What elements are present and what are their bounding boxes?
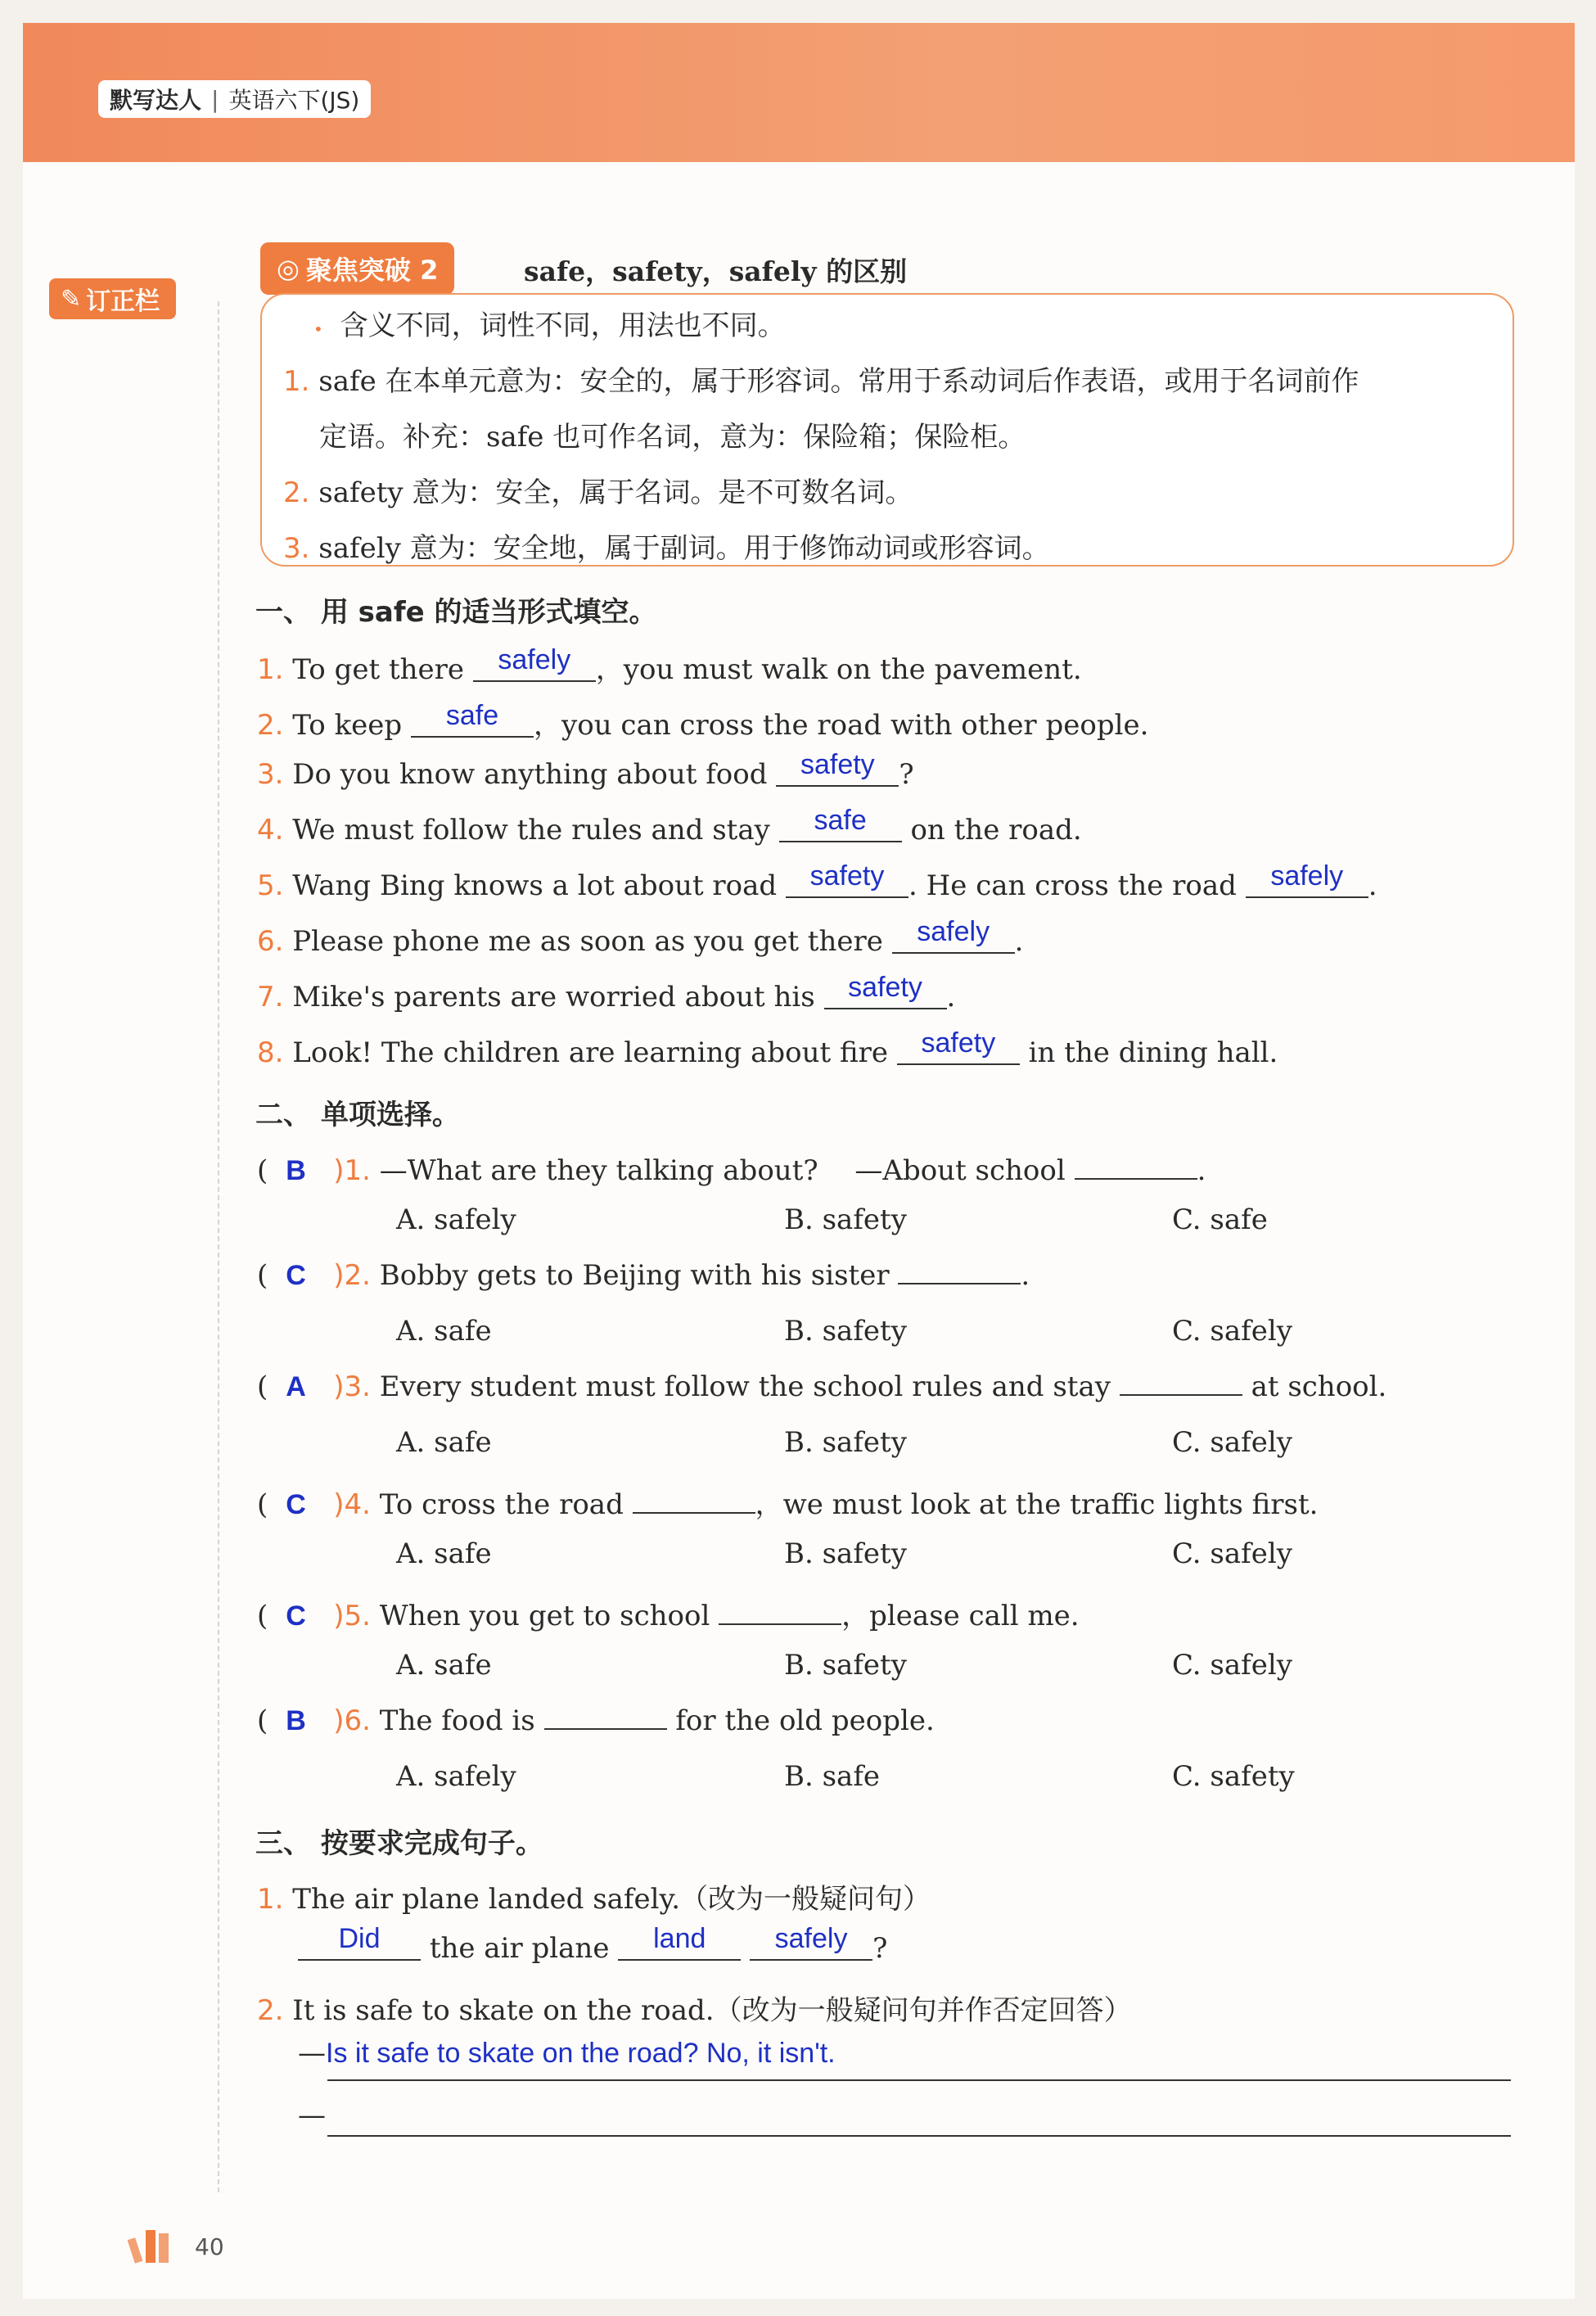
fill-question — [257, 916, 1024, 964]
answer-blank: safety — [824, 973, 947, 1009]
q-text: Look! The children are learning about fire — [292, 1036, 889, 1069]
q-text: ，please call me. — [841, 1600, 1080, 1632]
fill-question — [257, 805, 1082, 852]
q-text: on the road. — [910, 814, 1082, 846]
focus-badge — [260, 242, 454, 295]
q-text: The air plane landed safely.（改为一般疑问句） — [292, 1883, 931, 1916]
q-num: )3. — [333, 1370, 371, 1403]
note-text: 定语。补充：safe 也可作名词，意为：保险箱；保险柜。 — [319, 421, 1026, 454]
q-text: in the dining hall. — [1028, 1036, 1278, 1069]
note-item — [283, 526, 1050, 566]
q-text: for the old people. — [675, 1704, 935, 1737]
q-text: . — [1368, 869, 1377, 902]
option-c: C. safely — [1172, 1537, 1292, 1570]
q-text: Mike's parents are worried about his — [292, 981, 815, 1014]
rewrite-answer — [298, 1923, 888, 1971]
q-num: )4. — [333, 1488, 371, 1521]
option-a: A. safe — [396, 1426, 492, 1459]
q-text: Bobby gets to Beijing with his sister — [379, 1259, 890, 1292]
option-c: C. safely — [1172, 1649, 1292, 1682]
q-text: ，you must walk on the pavement. — [595, 653, 1082, 686]
note-item — [283, 359, 1359, 399]
q-num: 8. — [257, 1036, 284, 1069]
q-num: 4. — [257, 814, 284, 846]
correction-divider — [218, 301, 221, 2192]
note-text: safe 在本单元意为：安全的，属于形容词。常用于系动词后作表语，或用于名词前作 — [318, 365, 1359, 398]
option-b: B. safety — [784, 1649, 907, 1682]
dash: — — [298, 2099, 326, 2132]
option-b: B. safety — [784, 1537, 907, 1570]
choice-answer: B — [286, 1155, 306, 1186]
q-num: 2. — [257, 709, 284, 742]
option-a: A. safe — [396, 1315, 492, 1348]
q-text: ? — [872, 1932, 888, 1965]
answer-blank: safety — [776, 751, 899, 787]
note-text: safely 意为：安全地，属于副词。用于修饰动词或形容词。 — [318, 532, 1050, 565]
q-num: 5. — [257, 869, 284, 902]
note-num: 1. — [283, 365, 310, 398]
note-item — [283, 470, 913, 510]
q-num: 1. — [257, 1883, 284, 1916]
q-text: To keep — [292, 709, 403, 742]
rewrite-question — [257, 1876, 931, 1916]
q-text: To cross the road — [379, 1488, 624, 1521]
header-tag — [98, 80, 371, 118]
choice-answer: C — [286, 1489, 306, 1520]
fill-question — [257, 860, 1377, 908]
choice-question: ( B )1. —What are they talking about? —About school . — [257, 1154, 1206, 1187]
option-c: C. safety — [1172, 1760, 1295, 1793]
book-series-title: 默写达人 — [110, 87, 202, 114]
pencil-icon: ✎ — [61, 284, 82, 314]
option-b: B. safety — [784, 1315, 907, 1348]
blank-line — [544, 1727, 667, 1730]
option-c: C. safely — [1172, 1426, 1292, 1459]
q-text: . — [946, 981, 956, 1014]
note-text: safety 意为：安全，属于名词。是不可数名词。 — [318, 476, 913, 509]
focus-badge-label: 聚焦突破 2 — [305, 255, 439, 286]
q-text: . — [1014, 925, 1024, 958]
page-header — [23, 23, 1575, 162]
option-c: C. safely — [1172, 1315, 1292, 1348]
answer-blank: Did — [298, 1925, 421, 1961]
section2-title: 二、 单项选择。 — [255, 1099, 460, 1131]
written-answer: Is it safe to skate on the road? No, it isn't. — [326, 2038, 836, 2069]
blank-line — [719, 1622, 841, 1625]
workbook-page — [23, 23, 1575, 2299]
q-num: )6. — [333, 1704, 371, 1737]
option-a: A. safely — [396, 1760, 516, 1793]
choice-question: ( C )2. Bobby gets to Beijing with his sister . — [257, 1259, 1030, 1292]
q-text: . He can cross the road — [908, 869, 1237, 902]
note-intro — [313, 303, 786, 343]
section3-title: 三、 按要求完成句子。 — [255, 1827, 543, 1860]
answer-blank: safely — [750, 1925, 872, 1961]
choice-answer: A — [286, 1371, 306, 1402]
correction-column-tag — [49, 278, 176, 319]
q-text: ，we must look at the traffic lights first. — [755, 1488, 1319, 1521]
note-num: 3. — [283, 532, 310, 565]
header-separator: | — [211, 85, 219, 113]
option-a: A. safely — [396, 1203, 516, 1236]
fill-question — [257, 749, 914, 797]
choice-answer: B — [286, 1705, 306, 1736]
q-text: Please phone me as soon as you get there — [292, 925, 883, 958]
q-text: Every student must follow the school rules and stay — [379, 1370, 1111, 1403]
answer-blank: safe — [779, 806, 902, 842]
option-a: A. safe — [396, 1537, 492, 1570]
choice-question: ( B )6. The food is for the old people. — [257, 1704, 935, 1737]
q-num: 1. — [257, 653, 284, 686]
q-text: To get there — [292, 653, 464, 686]
answer-blank: safely — [1246, 862, 1368, 898]
q-text: the air plane — [429, 1932, 610, 1965]
q-num: 6. — [257, 925, 284, 958]
blank-line — [1120, 1393, 1242, 1396]
page-number: 40 — [195, 2233, 224, 2260]
q-num: 2. — [257, 1994, 284, 2027]
answer-line — [327, 2135, 1511, 2137]
choice-question: ( C )4. To cross the road ，we must look at the traffic lights first. — [257, 1488, 1319, 1521]
note-intro-text: 含义不同，词性不同，用法也不同。 — [340, 309, 786, 342]
blank-line — [1075, 1176, 1197, 1180]
q-text: . — [1197, 1154, 1206, 1187]
fill-question — [257, 702, 1148, 747]
choice-answer: C — [286, 1260, 306, 1291]
q-num: 7. — [257, 981, 284, 1014]
q-text: . — [1021, 1259, 1030, 1292]
choice-answer: C — [286, 1600, 306, 1632]
q-num: )2. — [333, 1259, 371, 1292]
q-num: 3. — [257, 758, 284, 791]
books-icon — [128, 2227, 177, 2264]
fill-question — [257, 972, 956, 1019]
answer-blank: safety — [786, 862, 908, 898]
blank-line — [898, 1281, 1021, 1284]
note-item — [319, 414, 1026, 454]
section1-title: 一、 用 safe 的适当形式填空。 — [255, 596, 657, 629]
q-text: —What are they talking about? —About school — [379, 1154, 1066, 1187]
q-text: The food is — [379, 1704, 535, 1737]
book-subject: 英语六下(JS) — [228, 87, 360, 114]
q-text: When you get to school — [379, 1600, 710, 1632]
option-b: B. safe — [784, 1760, 881, 1793]
note-num: 2. — [283, 476, 310, 509]
option-c: C. safe — [1172, 1203, 1268, 1236]
option-a: A. safe — [396, 1649, 492, 1682]
fill-question — [257, 644, 1082, 692]
q-text: We must follow the rules and stay — [292, 814, 770, 846]
q-num: )1. — [333, 1154, 371, 1187]
answer-blank: safety — [897, 1029, 1020, 1065]
q-num: )5. — [333, 1600, 371, 1632]
answer-line — [327, 2079, 1511, 2081]
choice-question: ( A )3. Every student must follow the school rules and stay at school. — [257, 1370, 1387, 1403]
answer-blank: safe — [411, 702, 534, 738]
answer-blank: safely — [473, 646, 596, 682]
target-icon: ◎ — [277, 253, 300, 284]
fill-question — [257, 1027, 1278, 1075]
answer-blank: safely — [892, 918, 1015, 954]
dash: — — [298, 2037, 326, 2070]
q-text: It is safe to skate on the road.（改为一般疑问句并作否定回答） — [292, 1994, 1132, 2027]
option-b: B. safety — [784, 1426, 907, 1459]
q-text: ? — [899, 758, 914, 791]
q-text: at school. — [1251, 1370, 1387, 1403]
choice-question: ( C )5. When you get to school ，please call me. — [257, 1600, 1080, 1632]
correction-column-label: 订正栏 — [86, 287, 160, 316]
answer-blank: land — [618, 1925, 741, 1961]
q-text: ，you can cross the road with other people. — [534, 709, 1149, 742]
rewrite-answer — [298, 2037, 836, 2070]
blank-line — [633, 1510, 755, 1514]
rewrite-question — [257, 1988, 1132, 2028]
q-text: Do you know anything about food — [292, 758, 768, 791]
focus-title: safe，safety，safely 的区别 — [524, 255, 908, 287]
q-text: Wang Bing knows a lot about road — [292, 869, 778, 902]
option-b: B. safety — [784, 1203, 907, 1236]
bullet-dot: • — [313, 319, 323, 339]
